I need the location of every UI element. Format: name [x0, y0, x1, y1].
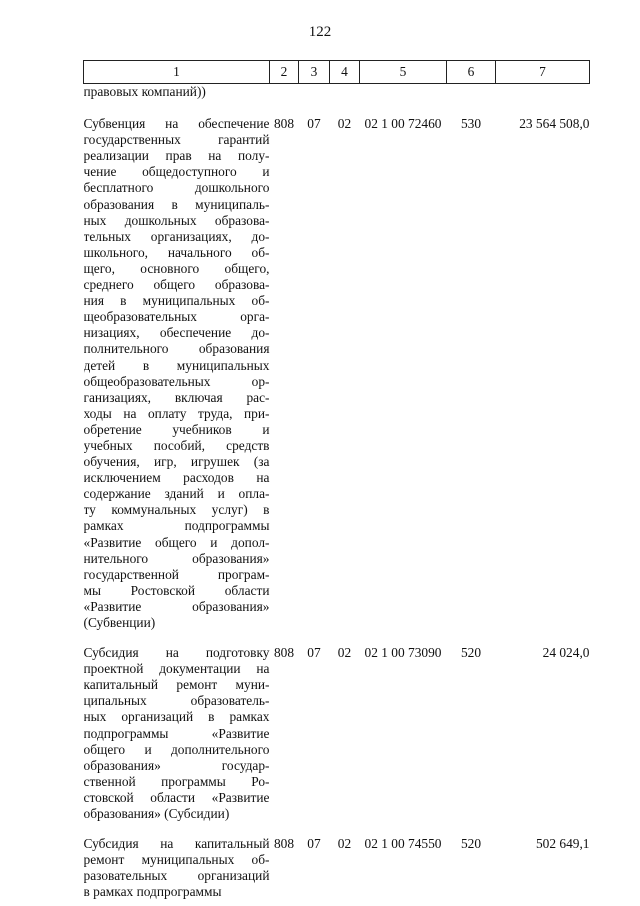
row-name-line: содержание зданий и опла- [83, 486, 270, 502]
subsection-code-cell: 02 [337, 836, 352, 852]
row-name-line: ния в муниципальных об- [83, 293, 270, 309]
row-name-line: разовательных организаций [83, 868, 270, 884]
row-name-line: образования» государ- [83, 757, 270, 773]
ministry-code-cell: 808 [273, 836, 295, 852]
row-name-line: общего и дополнительного [83, 741, 270, 757]
header-col-4: 4 [330, 61, 360, 84]
ministry-code-cell: 808 [273, 116, 295, 132]
row-name-line: полнительного образования [83, 341, 270, 357]
expense-type-cell: 520 [460, 836, 482, 852]
header-col-1: 1 [84, 61, 270, 84]
header-col-5: 5 [360, 61, 447, 84]
header-col-6: 6 [447, 61, 496, 84]
subsection-code-cell [330, 84, 360, 103]
row-name-cell [84, 822, 270, 900]
row-name-line: обучения, игр, игрушек (за [83, 454, 270, 470]
row-name-line: капитальный ремонт муни- [83, 677, 270, 693]
row-name-line: в рамках подпрограммы [83, 884, 222, 900]
row-name-cell [84, 631, 270, 822]
row-name-line: государственной програм- [83, 566, 270, 582]
table-body [84, 84, 590, 901]
row-name-line: реализации прав на полу- [83, 148, 270, 164]
row-name-line: щего, основного общего, [83, 260, 270, 276]
expense-type-cell [447, 84, 496, 103]
header-row [84, 61, 590, 84]
row-name-line: ремонт муниципальных об- [83, 852, 270, 868]
row-name-line: (Субвенции) [83, 615, 156, 630]
row-name-line: обретение учебников и [83, 421, 270, 437]
target-article-cell: 02 1 00 73090 [364, 645, 442, 661]
row-name-line: детей в муниципальных [83, 357, 270, 373]
row-name-line: рамках подпрограммы [83, 518, 270, 534]
row-name-line: «Развитие образования» [83, 598, 270, 614]
row-name-line: ганизациях, включая рас- [83, 389, 270, 405]
row-name-line: Субсидия на подготовку [83, 645, 270, 661]
row-name-line: проектной документации на [83, 661, 270, 677]
row-name-line: государственных гарантий [83, 132, 270, 148]
row-name-line: Субсидия на капитальный [83, 836, 270, 852]
row-name-line: низациях, обеспечение до- [83, 325, 270, 341]
row-name-cell [84, 84, 270, 103]
row-name-line: исключением расходов на [83, 470, 270, 486]
row-name-line: бесплатного дошкольного [83, 180, 270, 196]
section-code-cell [299, 84, 330, 103]
header-col-3: 3 [299, 61, 330, 84]
row-name-cell [84, 102, 270, 631]
row-name-line: ципальных образователь- [83, 693, 270, 709]
row-name-line: образования в муниципаль- [83, 196, 270, 212]
section-code-cell: 07 [307, 836, 321, 852]
row-name-line: мы Ростовской области [83, 582, 270, 598]
ministry-code-cell [270, 84, 299, 103]
header-col-2: 2 [270, 61, 299, 84]
row-name-line: ту коммунальных услуг) в [83, 502, 270, 518]
row-name-line: чение общедоступного и [83, 164, 270, 180]
row-name-line: Субвенция на обеспечение [83, 116, 270, 132]
amount-cell: 24 024,0 [542, 645, 590, 661]
amount-cell: 23 564 508,0 [519, 116, 590, 132]
subsection-code-cell: 02 [337, 116, 352, 132]
row-name-line: учебных пособий, средств [83, 437, 270, 453]
amount-cell: 502 649,1 [535, 836, 590, 852]
row-name-line: школьного, начального об- [83, 244, 270, 260]
row-name-line: щеобразовательных орга- [83, 309, 270, 325]
row-name-line: ных организаций в рамках [83, 709, 270, 725]
row-name-line: ходы на оплату труда, при- [83, 405, 270, 421]
row-name-line: общеобразовательных ор- [83, 373, 270, 389]
row-name-line: правовых компаний)) [83, 84, 206, 99]
row-name-line: образования» (Субсидии) [83, 806, 230, 822]
table-row [84, 631, 590, 822]
row-name-line: нительного образования» [83, 550, 270, 566]
table-row [84, 822, 590, 900]
section-code-cell: 07 [307, 645, 321, 661]
section-code-cell: 07 [307, 116, 321, 132]
header-col-7: 7 [496, 61, 590, 84]
expense-type-cell: 520 [460, 645, 482, 661]
table-row [84, 102, 590, 631]
target-article-cell: 02 1 00 74550 [364, 836, 442, 852]
table-header [84, 61, 590, 84]
budget-table [83, 60, 590, 901]
row-name-line: тельных организациях, до- [83, 228, 270, 244]
table-row [84, 84, 590, 103]
ministry-code-cell: 808 [273, 645, 295, 661]
row-name-line: подпрограммы «Развитие [83, 725, 270, 741]
subsection-code-cell: 02 [337, 645, 352, 661]
page-number: 122 [308, 24, 332, 40]
row-name-line: стовской области «Развитие [83, 789, 270, 805]
row-name-line: ных дошкольных образова- [83, 212, 270, 228]
expense-type-cell: 530 [460, 116, 482, 132]
target-article-cell: 02 1 00 72460 [364, 116, 442, 132]
row-name-line: среднего общего образова- [83, 277, 270, 293]
target-article-cell [360, 84, 447, 103]
row-name-line: «Развитие общего и допол- [83, 534, 270, 550]
amount-cell [496, 84, 590, 103]
row-name-line: ственной программы Ро- [83, 773, 270, 789]
